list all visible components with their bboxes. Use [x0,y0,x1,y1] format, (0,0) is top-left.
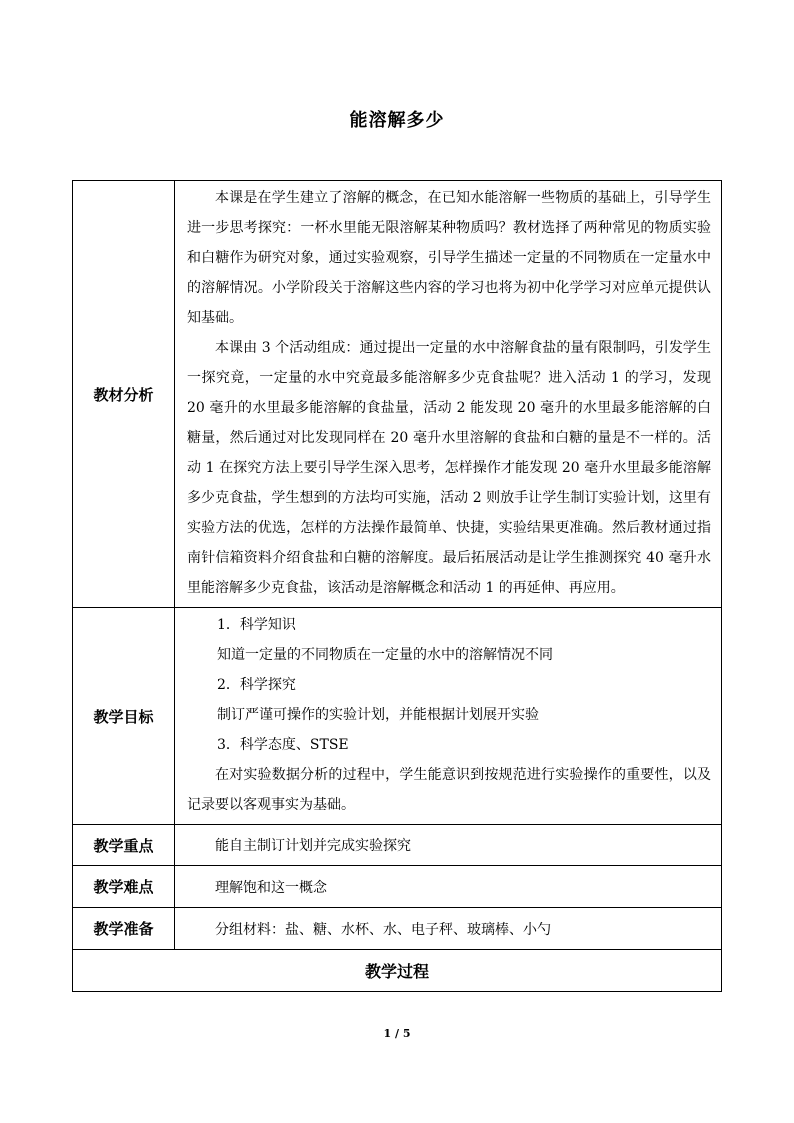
objective-text-inquiry: 制订严谨可操作的实验计划，并能根据计划展开实验 [217,707,539,723]
difficulties-value: 理解饱和这一概念 [175,866,722,908]
page-number: 1 / 5 [383,1027,411,1040]
objectives-label: 教学目标 [73,608,175,825]
preparation-value: 分组材料：盐、糖、水杯、水、电子秤、玻璃棒、小勺 [175,908,722,950]
process-header: 教学过程 [73,950,722,992]
material-analysis-row [73,181,722,608]
objectives-row [73,608,722,825]
preparation-label: 教学准备 [73,908,175,950]
objectives-content [175,608,722,825]
preparation-row [73,908,722,950]
difficulties-row [73,866,722,908]
document-title: 能溶解多少 [349,110,445,131]
material-analysis-label: 教材分析 [73,181,175,608]
objective-heading-knowledge: 1．科学知识 [217,617,296,633]
key-points-label: 教学重点 [73,825,175,866]
objective-heading-attitude: 3．科学态度、STSE [217,737,349,753]
process-header-row [73,950,722,992]
material-analysis-content [175,181,722,608]
objective-text-attitude: 在对实验数据分析的过程中，学生能意识到按规范进行实验操作的重要性，以及记录要以客观事实为基础。 [187,767,711,813]
material-analysis-paragraph-1: 本课是在学生建立了溶解的概念，在已知水能溶解一些物质的基础上，引导学生进一步思考探究：一杯水里能无限溶解某种物质吗？教材选择了两种常见的物质实验和白糖作为研究对象，通过实验观察，引导学生描述一定量的不同物质在一定量水中的溶解情况。小学阶段关于溶解这些内容的学习也将为初中化学学习对应单元提供认知基础。 [187,190,711,326]
material-analysis-paragraph-2: 本课由 3 个活动组成：通过提出一定量的水中溶解食盐的量有限制吗，引发学生一探究竟，一定量的水中究竟最多能溶解多少克食盐呢？进入活动 1 的学习，发现 20 毫升的水里最多能溶解的食盐量，活动 2 能发现 20 毫升的水里最多能溶解的白糖量，然后通过对比发现同样在 20 毫升水里溶解的食盐和白糖的量是不一样的。活动 1 在探究方法上要引导学生深入思考，怎样操作才能发现 20 毫升水里最多能溶解多少克食盐，学生想到的方法均可实施，活动 2 则放手让学生制订实验计划，这里有实验方法的优选，怎样的方法操作最简单、快捷，实验结果更准确。然后教材通过指南针信箱资料介绍食盐和白糖的溶解度。最后拓展活动是让学生推测探究 40 毫升水里能溶解多少克食盐，该活动是溶解概念和活动 1 的再延伸、再应用。 [187,340,711,596]
difficulties-label: 教学难点 [73,866,175,908]
objective-text-knowledge: 知道一定量的不同物质在一定量的水中的溶解情况不同 [217,647,553,663]
lesson-plan-table [72,180,722,992]
key-points-value: 能自主制订计划并完成实验探究 [175,825,722,866]
objective-heading-inquiry: 2．科学探究 [217,677,296,693]
key-points-row [73,825,722,866]
